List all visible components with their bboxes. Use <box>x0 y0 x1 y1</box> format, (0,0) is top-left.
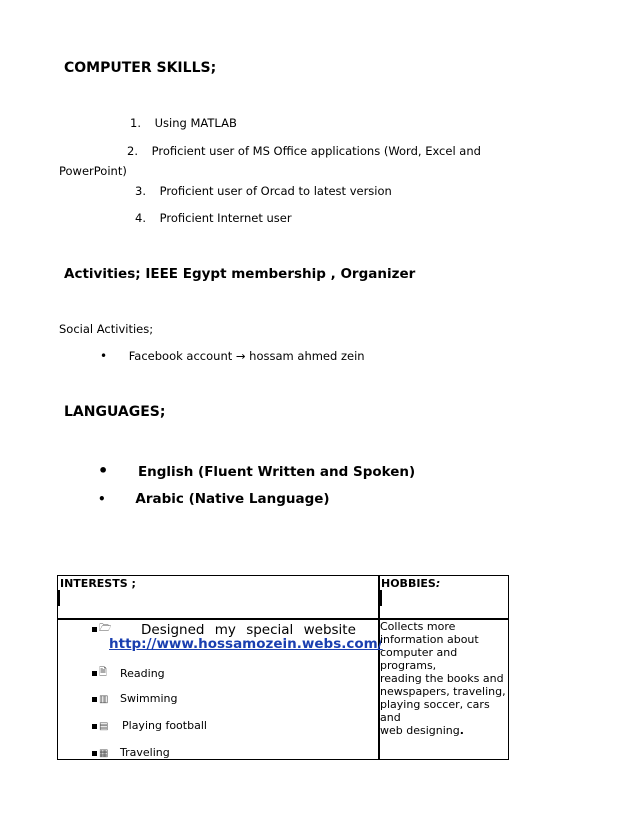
social-activities-heading: Social Activities; <box>59 322 154 336</box>
skill-number: 4. <box>135 211 146 225</box>
activities-heading: Activities; IEEE Egypt membership , Organizer <box>64 266 416 282</box>
cell-marker <box>379 590 382 606</box>
hobbies-description <box>380 620 510 737</box>
language-item-english <box>98 461 415 480</box>
hobbies-line: newspapers, traveling, <box>380 685 506 698</box>
skill-text: Proficient Internet user <box>159 211 292 225</box>
interest-item <box>92 692 177 705</box>
language-item-arabic <box>98 491 330 507</box>
bullet-icon: • <box>98 492 106 506</box>
skill-item-1 <box>130 116 237 130</box>
hobbies-title-colon: : <box>435 577 441 590</box>
website-link-row <box>109 636 383 652</box>
hobbies-line: web designing <box>380 724 460 737</box>
hobbies-line-last <box>380 724 510 737</box>
hobbies-line: reading the books and <box>380 672 504 685</box>
interest-item <box>92 665 165 682</box>
square-bullet-icon <box>92 627 97 632</box>
square-bullet-icon <box>92 724 97 729</box>
website-prefix: Designed my special website <box>141 621 356 638</box>
interest-text: Playing football <box>122 719 207 732</box>
social-item <box>100 349 365 363</box>
website-link[interactable]: http://www.hossamozein.webs.com/ <box>109 636 383 652</box>
language-text: Arabic (Native Language) <box>135 491 330 507</box>
square-bullet-icon <box>92 751 97 756</box>
interest-text: Swimming <box>120 692 178 705</box>
folder-icon: 🗁 <box>99 623 112 634</box>
language-text: English (Fluent Written and Spoken) <box>137 464 416 480</box>
interests-hobbies-table <box>57 575 509 760</box>
square-bullet-icon <box>92 671 97 676</box>
hobbies-line: playing soccer, cars and <box>380 698 490 724</box>
page-icon: 🗎 <box>99 667 108 678</box>
interest-text: Traveling <box>120 746 170 759</box>
skill-text: Using MATLAB <box>154 116 237 130</box>
hobbies-line: Collects more <box>380 620 456 633</box>
suitcase-icon: ▦ <box>99 747 109 759</box>
skill-number: 3. <box>135 184 146 198</box>
hobbies-period: . <box>459 724 464 737</box>
languages-heading: LANGUAGES; <box>64 404 166 420</box>
facebook-account-text: Facebook account → hossam ahmed zein <box>128 349 365 363</box>
skill-text: Proficient user of MS Office applications (Word, Excel and <box>151 144 481 158</box>
skill-item-4 <box>135 211 292 225</box>
skill-item-2-wrap: PowerPoint) <box>59 164 127 178</box>
computer-skills-heading: COMPUTER SKILLS; <box>64 60 217 76</box>
interest-item <box>92 746 170 759</box>
pool-icon: ▥ <box>99 693 109 705</box>
cell-marker <box>58 590 60 606</box>
interest-item <box>92 719 207 732</box>
bullet-icon: • <box>98 461 109 480</box>
hobbies-title <box>381 577 440 590</box>
interests-title: INTERESTS ; <box>60 577 136 590</box>
skill-text: Proficient user of Orcad to latest version <box>159 184 392 198</box>
bullet-icon: • <box>100 349 108 363</box>
skill-item-2 <box>127 144 481 158</box>
hobbies-line: information about <box>380 633 479 646</box>
hobbies-line: computer and programs, <box>380 646 458 672</box>
skill-number: 2. <box>127 144 138 158</box>
hobbies-title-text: HOBBIES <box>381 577 436 590</box>
skill-item-3 <box>135 184 392 198</box>
football-icon: ▤ <box>99 720 109 732</box>
skill-number: 1. <box>130 116 141 130</box>
square-bullet-icon <box>92 697 97 702</box>
interest-text: Reading <box>120 666 165 680</box>
